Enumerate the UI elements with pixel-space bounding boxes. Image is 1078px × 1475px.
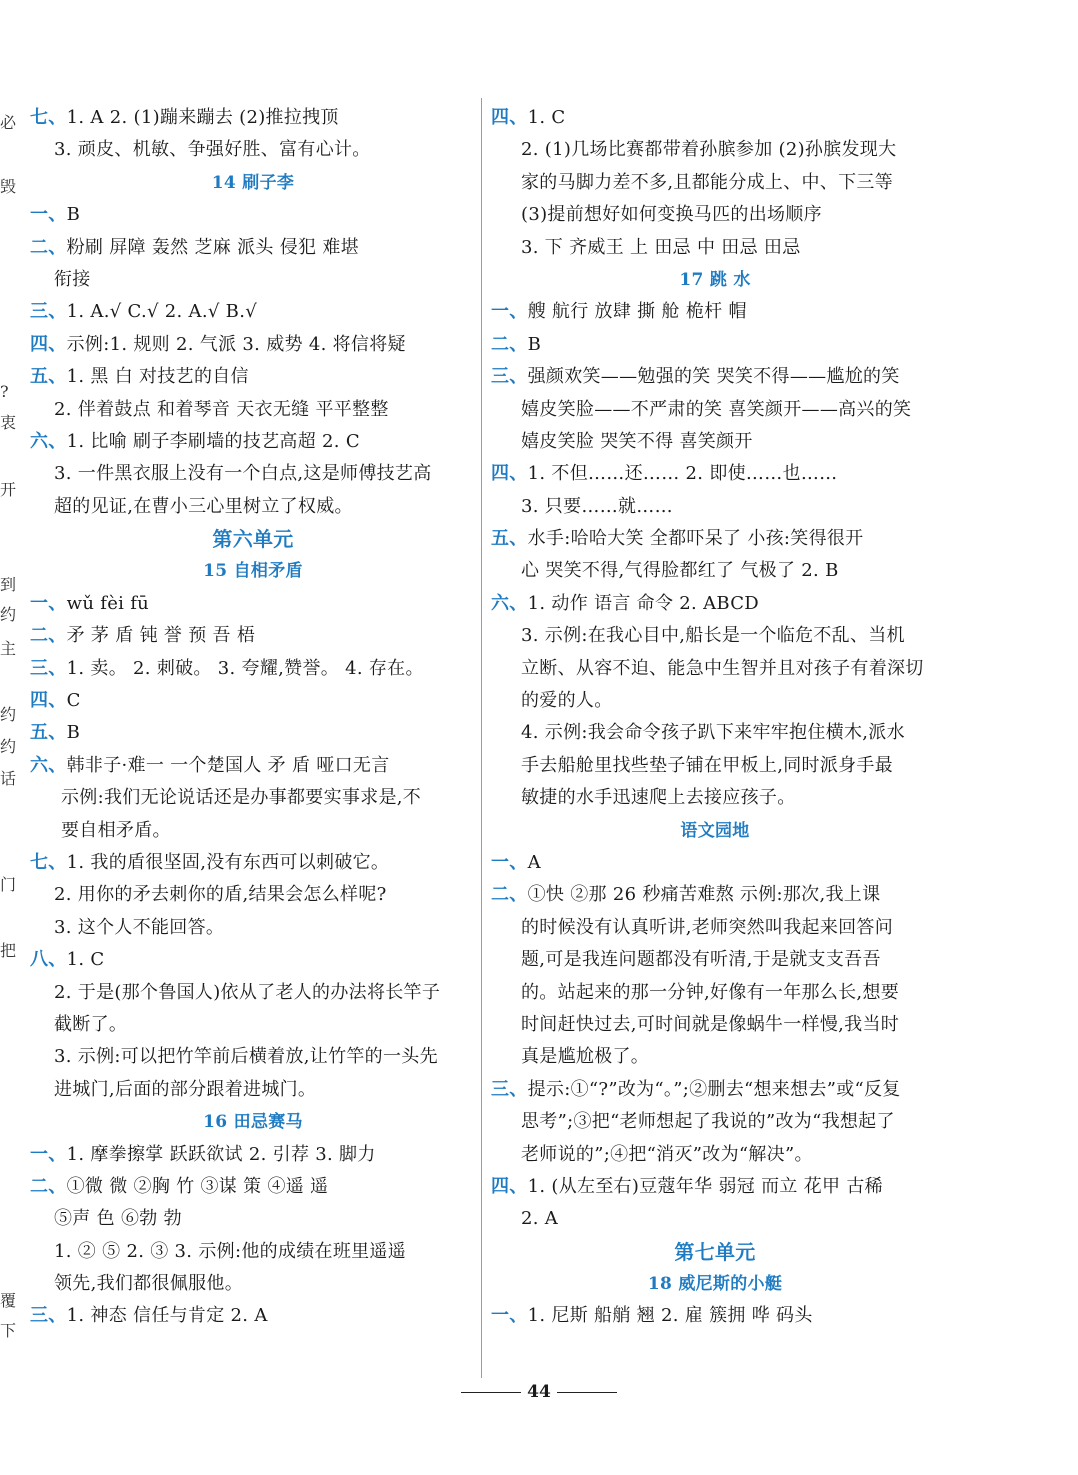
answer-line [30,1171,476,1203]
question-label: 一、 [30,592,67,614]
answer-line [491,847,939,879]
answer-text: 要自相矛盾。 [61,819,171,841]
answer-line [30,102,476,134]
column-divider [481,98,482,1378]
section-heading [30,1106,476,1138]
answer-text: 示例:我们无论说话还是办事都要实事求是,不 [61,787,422,809]
answer-line [491,134,939,166]
answer-text: 嬉皮笑脸 哭笑不得 喜笑颜开 [521,430,753,452]
answer-text: 超的见证,在曹小三心里树立了权威。 [54,495,353,517]
question-label: 三、 [491,1078,528,1100]
answer-text: (3)提前想好如何变换马匹的出场顺序 [521,204,822,226]
answer-line [491,523,939,555]
answer-text: 立断、从容不迫、能急中生智并且对孩子有着深切 [521,657,924,679]
answer-text: 2. A [521,1208,559,1230]
question-label: 四、 [30,690,67,712]
answer-line [491,296,939,328]
answer-text: 14 刷子李 [211,172,295,193]
answer-text: 3. 这个人不能回答。 [54,916,225,938]
question-label: 三、 [30,301,67,323]
answer-line [491,361,939,393]
answer-text: 领先,我们都很佩服他。 [54,1273,244,1295]
cropped-glyph: 主 [0,639,17,658]
answer-line [30,588,476,620]
answer-line [491,232,939,264]
answer-text: 思考”;③把“老师想起了我说的”改为“我想起了 [521,1111,895,1133]
answer-text: 第六单元 [212,527,294,552]
answer-column-left [30,102,476,1333]
answer-column-right [491,102,939,1333]
answer-line [30,1268,476,1300]
answer-text: 1. (从左至右)豆蔻年华 弱冠 而立 花甲 古稀 [527,1175,883,1197]
answer-text: 衔接 [54,268,91,290]
answer-text: 截断了。 [54,1013,128,1035]
answer-text: ⑤声 色 ⑥勃 勃 [54,1208,182,1230]
answer-text: 的时候没有认真听讲,老师突然叫我起来回答问 [521,916,894,938]
answer-text: 韩非子·难一 一个楚国人 矛 盾 哑口无言 [66,754,390,776]
answer-text: 3. 下 齐威王 上 田忌 中 田忌 田忌 [521,236,801,258]
cropped-glyph: 开 [0,480,17,499]
answer-line [491,167,939,199]
question-label: 六、 [30,430,67,452]
answer-text: 1. 不但……还…… 2. 即使……也…… [527,463,838,485]
question-label: 一、 [491,851,528,873]
question-label: 三、 [491,366,528,388]
question-label: 二、 [30,625,67,647]
answer-line [491,1074,939,1106]
answer-line [30,296,476,328]
answer-line [30,717,476,749]
answer-text: 艘 航行 放肆 撕 舱 桅杆 帽 [527,301,747,323]
answer-text: 1. C [66,949,105,971]
answer-text: 1. 黑 白 对技艺的自信 [66,366,249,388]
cropped-glyph: 衷 [0,413,17,432]
question-label: 二、 [30,1175,67,1197]
answer-text: 1. ② ⑤ 2. ③ 3. 示例:他的成绩在班里遥遥 [54,1240,407,1262]
answer-text: 的。站起来的那一分钟,好像有一年那么长,想要 [521,981,900,1003]
answer-text: 家的马脚力差不多,且都能分成上、中、下三等 [521,171,894,193]
answer-line [491,1139,939,1171]
answer-text: B [66,722,81,744]
answer-text: 老师说的”;④把“消灭”改为“解决”。 [521,1143,813,1165]
cropped-glyph: 覆 [0,1291,17,1310]
answer-line [491,1171,939,1203]
answer-line [491,1009,939,1041]
answer-line [30,879,476,911]
answer-line [30,620,476,652]
section-heading [491,1268,939,1300]
answer-line [491,1041,939,1073]
answer-text: 1. 比喻 刷子李刷墙的技艺高超 2. C [66,430,360,452]
answer-line [30,264,476,296]
answer-text: 1. 神态 信任与肯定 2. A [66,1305,268,1327]
answer-line [30,815,476,847]
answer-text: 2. 伴着鼓点 和着琴音 天衣无缝 平平整整 [54,398,389,420]
question-label: 一、 [491,1305,528,1327]
answer-line [30,361,476,393]
cropped-glyph: 约 [0,737,17,756]
answer-line [491,879,939,911]
answer-text: 真是尴尬极了。 [521,1046,650,1068]
answer-line [491,458,939,490]
answer-line [30,977,476,1009]
answer-text: C [66,690,81,712]
question-label: 六、 [491,592,528,614]
cropped-glyph: ? [0,382,9,401]
question-label: 二、 [491,884,528,906]
answer-line [30,1236,476,1268]
answer-line [30,782,476,814]
answer-text: 1. A.√ C.√ 2. A.√ B.√ [66,301,257,323]
answer-text: 时间赶快过去,可时间就是像蜗牛一样慢,我当时 [521,1013,900,1035]
answer-line [491,491,939,523]
question-label: 五、 [30,722,67,744]
answer-line [491,685,939,717]
cropped-glyph: 约 [0,705,17,724]
answer-line [491,717,939,749]
answer-text: 矛 茅 盾 钝 誉 预 吾 梧 [66,625,256,647]
answer-line [30,653,476,685]
question-label: 一、 [30,1143,67,1165]
answer-line [30,750,476,782]
answer-text: 粉刷 屏障 轰然 芝麻 派头 侵犯 难堪 [66,236,359,258]
answer-text: 的爱的人。 [521,690,613,712]
answer-text: 3. 示例:可以把竹竿前后横着放,让竹竿的一头先 [54,1046,438,1068]
question-label: 二、 [30,236,67,258]
cropped-glyph: 到 [0,575,17,594]
answer-line [491,912,939,944]
answer-line [491,620,939,652]
answer-text: 3. 一件黑衣服上没有一个白点,这是师傅技艺高 [54,463,432,485]
answer-text: 嬉皮笑脸——不严肃的笑 喜笑颜开——高兴的笑 [521,398,912,420]
answer-text: 2. 用你的矛去刺你的盾,结果会怎么样呢? [54,884,387,906]
answer-line [30,1009,476,1041]
answer-line [491,1106,939,1138]
answer-text: 提示:①“?”改为“。”;②删去“想来想去”或“反复 [527,1078,901,1100]
answer-text: 1. 尼斯 船艄 翘 2. 雇 簇拥 哗 码头 [527,1305,813,1327]
answer-line [491,1300,939,1332]
answer-line [30,199,476,231]
answer-line [491,782,939,814]
cropped-glyph: 毁 [0,177,17,196]
answer-text: 第七单元 [674,1239,756,1264]
question-label: 五、 [491,528,528,550]
answer-text: 题,可是我连问题都没有听清,于是就支支吾吾 [521,949,881,971]
answer-text: 敏捷的水手迅速爬上去接应孩子。 [521,787,796,809]
answer-text: 手去船舱里找些垫子铺在甲板上,同时派身手最 [521,754,894,776]
question-label: 四、 [491,107,528,128]
section-heading [491,264,939,296]
question-label: 四、 [491,1175,528,1197]
cropped-glyph: 必 [0,113,17,132]
question-label: 一、 [491,301,528,323]
answer-text: wǔ fèi fū [66,592,150,614]
answer-line [30,1074,476,1106]
cropped-glyph: 约 [0,605,17,624]
answer-text: 心 哭笑不得,气得脸都红了 气极了 2. B [521,560,839,582]
answer-text: 3. 只要……就…… [521,495,673,517]
cropped-glyph: 门 [0,875,17,894]
question-label: 五、 [30,366,67,388]
answer-line [491,102,939,134]
answer-line [30,1139,476,1171]
answer-text: 水手:哈哈大笑 全都吓呆了 小孩:笑得很开 [527,528,864,550]
answer-text: 3. 顽皮、机敏、争强好胜、富有心计。 [54,139,371,161]
section-heading [30,167,476,199]
question-label: 四、 [491,463,528,485]
answer-text: 4. 示例:我会命令孩子趴下来牢牢抱住横木,派水 [521,722,905,744]
answer-line [30,944,476,976]
answer-line [30,847,476,879]
question-label: 二、 [491,333,528,355]
answer-line [30,1300,476,1332]
question-label: 一、 [30,204,67,226]
answer-line [30,329,476,361]
answer-line [491,329,939,361]
question-label: 八、 [30,949,67,971]
answer-line [30,1203,476,1235]
answer-line [491,426,939,458]
answer-line [30,458,476,490]
section-heading [491,815,939,847]
answer-text: 1. 摩拳擦掌 跃跃欲试 2. 引荐 3. 脚力 [66,1143,376,1165]
question-label: 七、 [30,851,67,873]
answer-text: 强颜欢笑——勉强的笑 哭笑不得——尴尬的笑 [527,366,900,388]
answer-line [30,134,476,166]
answer-line [491,199,939,231]
answer-text: A [527,851,541,873]
answer-line [30,491,476,523]
section-heading [491,1236,939,1268]
answer-text: 2. (1)几场比赛都带着孙膑参加 (2)孙膑发现大 [521,139,897,161]
answer-line [491,944,939,976]
answer-line [30,912,476,944]
question-label: 七、 [30,107,67,128]
answer-line [491,555,939,587]
question-label: 四、 [30,333,67,355]
cropped-glyph: 把 [0,941,17,960]
answer-line [30,685,476,717]
answer-text: B [66,204,81,226]
answer-text: 16 田忌赛马 [203,1112,303,1133]
answer-text: 17 跳 水 [679,269,751,290]
answer-text: 1. C [527,107,566,128]
answer-text: B [527,333,542,355]
answer-text: ①快 ②那 26 秒痛苦难熬 示例:那次,我上课 [527,884,881,906]
answer-line [491,977,939,1009]
page-number: 44 [0,1382,1078,1402]
section-heading [30,523,476,555]
cropped-glyph: 话 [0,769,17,788]
answer-text: 15 自相矛盾 [203,561,303,582]
answer-line [491,588,939,620]
question-label: 三、 [30,657,67,679]
answer-text: 18 威尼斯的小艇 [647,1274,783,1295]
question-label: 三、 [30,1305,67,1327]
answer-text: 1. 卖。 2. 刺破。 3. 夸耀,赞誉。 4. 存在。 [66,657,424,679]
section-heading [30,555,476,587]
answer-text: 进城门,后面的部分跟着进城门。 [54,1078,317,1100]
question-label: 六、 [30,754,67,776]
answer-line [491,750,939,782]
answer-line [30,232,476,264]
answer-text: 1. 我的盾很坚固,没有东西可以刺破它。 [66,851,390,873]
answer-line [491,394,939,426]
answer-text: 1. 动作 语言 命令 2. ABCD [527,592,760,614]
answer-line [491,1203,939,1235]
answer-text: ①微 微 ②胸 竹 ③谋 策 ④遥 遥 [66,1175,329,1197]
answer-line [30,394,476,426]
answer-text: 1. A 2. (1)蹦来蹦去 (2)推拉拽顶 [66,107,339,128]
answer-text: 语文园地 [680,820,750,841]
answer-text: 3. 示例:在我心目中,船长是一个临危不乱、当机 [521,625,905,647]
answer-line [491,653,939,685]
answer-line [30,1041,476,1073]
answer-text: 2. 于是(那个鲁国人)依从了老人的办法将长竿子 [54,981,441,1003]
answer-line [30,426,476,458]
answer-text: 示例:1. 规则 2. 气派 3. 威势 4. 将信将疑 [66,333,406,355]
cropped-glyph: 下 [0,1321,17,1340]
